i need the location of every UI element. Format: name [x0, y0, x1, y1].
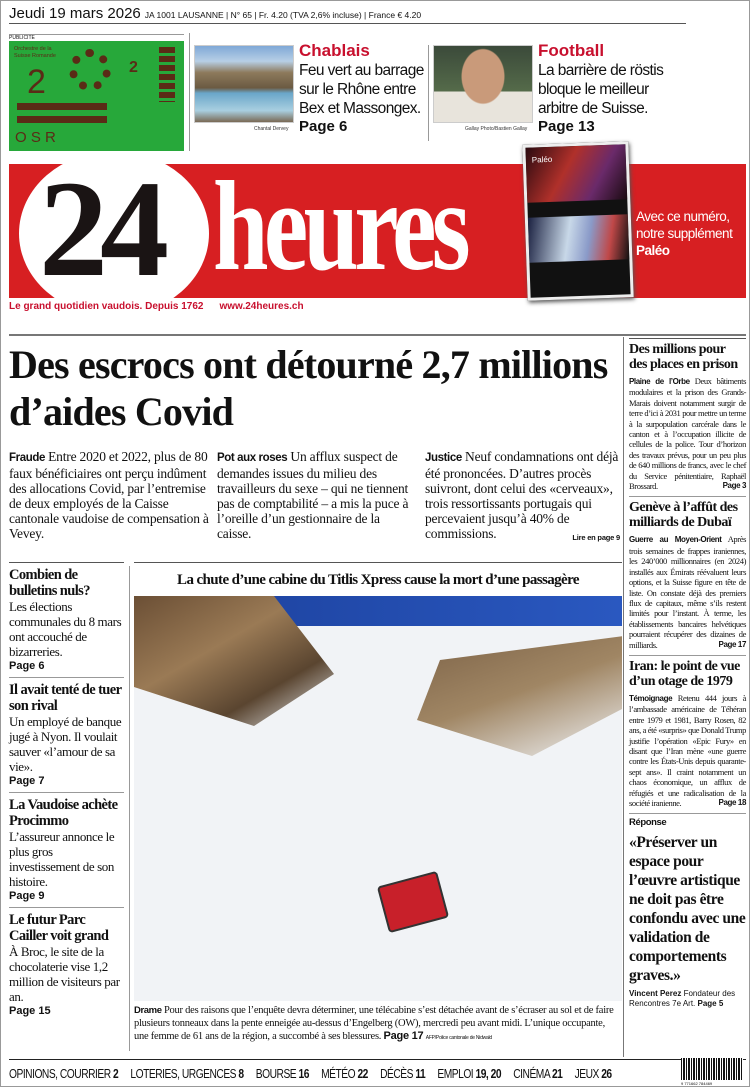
edition-info: JA 1001 LAUSANNE | N° 65 | Fr. 4.20 (TVA 2,6% incluse) | France € 4.20 [144, 10, 422, 20]
right-story-iran[interactable]: Iran: le point de vue d’un otage de 1979 Témoignage Retenu 444 jours à l’ambassade américaine de Téhéran entre 1979 et 1981, Barry Rosen, 82 ans, a été «surpris» que Donald Trump justifie l’opération «Epic Fury» en disant que l’Iran mène «une guerre contre les États-Unis depuis quarante-sept ans». Il craint notamment un chaos économique, un afflux de réfugiés et une radicalisation de la société iranienne. Page 18 [629, 655, 746, 813]
reponse-box [629, 813, 746, 1014]
index-item[interactable]: LOTERIES, URGENCES 8 [130, 1067, 244, 1081]
index-item[interactable]: MÉTÉO 22 [321, 1067, 368, 1081]
left-story-1[interactable]: Combien de bulletins nuls? Les élections communales du 8 mars ont accouché de bizarreries. Page 6 [9, 567, 124, 678]
supplement-cover-paleo[interactable]: Paléo [522, 141, 633, 301]
reponse-quote[interactable]: «Préserver un espace pour l’œuvre artistique ne doit pas être confondu avec une validation de comportements graves.» [629, 834, 746, 985]
lead-page-link[interactable]: Lire en page 9 [572, 533, 620, 542]
lead-column-3: Justice Neuf condamnations ont déjà été prononcées. D’autres procès suivront, dont celui des «cerveaux», trois ressortissants portugais qui percevaient jusqu’à 40% de commissions. Lire en page 9 [425, 449, 620, 545]
reponse-label: Réponse [629, 817, 667, 829]
teaser-football[interactable]: Football La barrière de röstis bloque le meilleur arbitre de Suisse. Page 13 [538, 41, 664, 135]
issue-date: Jeudi 19 mars 2026 JA 1001 LAUSANNE | N° 65 | Fr. 4.20 (TVA 2,6% incluse) | France € 4.20 [9, 5, 422, 22]
index-item[interactable]: BOURSE 16 [255, 1067, 309, 1081]
photo-cable-car-crash[interactable] [134, 596, 622, 1001]
lead-column-1: Fraude Entre 2020 et 2022, plus de 80 faux bénéficiaires ont perçu indûment des allocations Covid, par l’entremise de deux employés de la Caisse cantonale vaudoise de compensation à Vevey. [9, 449, 209, 541]
tagline: Le grand quotidien vaudois. Depuis 1762 www.24heures.ch [9, 301, 304, 312]
ad-label: PUBLICITÉ [9, 35, 35, 41]
barcode [681, 1058, 743, 1080]
ad-numeral: 2 [129, 59, 138, 76]
left-story-2[interactable]: Il avait tenté de tuer son rival Un employé de banque jugé à Nyon. Il voulait sauver «l’amour de sa vie». Page 7 [9, 682, 124, 793]
teaser-image-chablais[interactable] [194, 45, 294, 123]
ad-numeral: 2 [27, 63, 46, 101]
lead-headline[interactable]: Des escrocs ont détourné 2,7 millions d’aides Covid [9, 342, 608, 434]
photo-story-headline[interactable]: La chute d’une cabine du Titlis Xpress cause la mort d’une passagère [177, 572, 579, 588]
advertisement-osr[interactable]: Orchestre de la Suisse Romande 2 2 O S R [9, 41, 184, 151]
index-item[interactable]: EMPLOI 19, 20 [437, 1067, 502, 1081]
index-item[interactable]: CINÉMA 21 [513, 1067, 563, 1081]
photo-caption: Drame Pour des raisons que l’enquête devra déterminer, une télécabine s’est détachée avant de s’écraser au sol et de faire plusieurs tonneaux dans la pente enneigée au-dessus d’Engelberg (OW), mercredi peu avant midi. L’unique occupante, une femme de 61 ans de la région, a succombé à ses blessures. Page 17 AFP/Police cantonale de Nidwald [134, 1005, 614, 1042]
left-story-3[interactable]: La Vaudoise achète Procimmo L’assureur annonce le plus gros investissement de son histoire. Page 9 [9, 797, 124, 908]
teaser-chablais[interactable]: Chablais Feu vert au barrage sur le Rhône entre Bex et Massongex. Page 6 [299, 41, 424, 135]
page-index [9, 1067, 621, 1082]
supplement-notice: Avec ce numéro, notre supplément Paléo [636, 209, 733, 258]
index-item[interactable]: JEUX 26 [574, 1067, 612, 1081]
reponse-author: Vincent Perez Fondateur des Rencontres 7e Art. Page 5 [629, 989, 736, 1009]
teaser-image-football[interactable] [433, 45, 533, 123]
right-story-dubai[interactable]: Genève à l’affût des milliards de Dubaï Guerre au Moyen-Orient Après trois semaines de frappes iraniennes, les 240’000 millionnaires (en 2024) installés aux Émirats réévaluent leurs options, et la Suisse figure en tête de liste. On constate déjà des premiers flux de capitaux, même s’ils restent limités pour l’instant. À terme, les établissements bancaires helvétiques pourraient récupérer des dizaines de milliards. Page 17 [629, 496, 746, 654]
right-story-prison[interactable]: Des millions pour des places en prison Plaine de l’Orbe Deux bâtiments modulaires et la prison des Grands-Marais doivent notamment surgir de terre d’ici à 2031 pour mettre un terme à la surpopulation carcérale dans le canton et à l’occupation illicite de cellules de la police. Tour d’horizon des travaux prévus, pour un peu plus de 640 millions de francs, avec le chef du Service pénitentiaire, Raphaël Brossard. Page 3 [629, 338, 746, 496]
left-column [9, 567, 124, 1026]
website-link[interactable]: www.24heures.ch [219, 301, 304, 312]
index-item[interactable]: DÉCÈS 11 [380, 1067, 426, 1081]
logo-24: 24 [39, 152, 161, 305]
index-item[interactable]: OPINIONS, COURRIER 2 [9, 1067, 119, 1081]
logo-heures: heures [213, 155, 466, 297]
left-story-4[interactable]: Le futur Parc Cailler voit grand À Broc, le site de la chocolaterie vise 1,2 million de visiteurs par an. Page 15 [9, 912, 120, 1017]
right-column [629, 338, 746, 1014]
lead-column-2: Pot aux roses Un afflux suspect de demandes issues du milieu des travailleurs du sexe – qui ne tiennent pas de comptabilité – a mis la puce à l’oreille d’un gestionnaire de la caisse. [217, 449, 409, 541]
